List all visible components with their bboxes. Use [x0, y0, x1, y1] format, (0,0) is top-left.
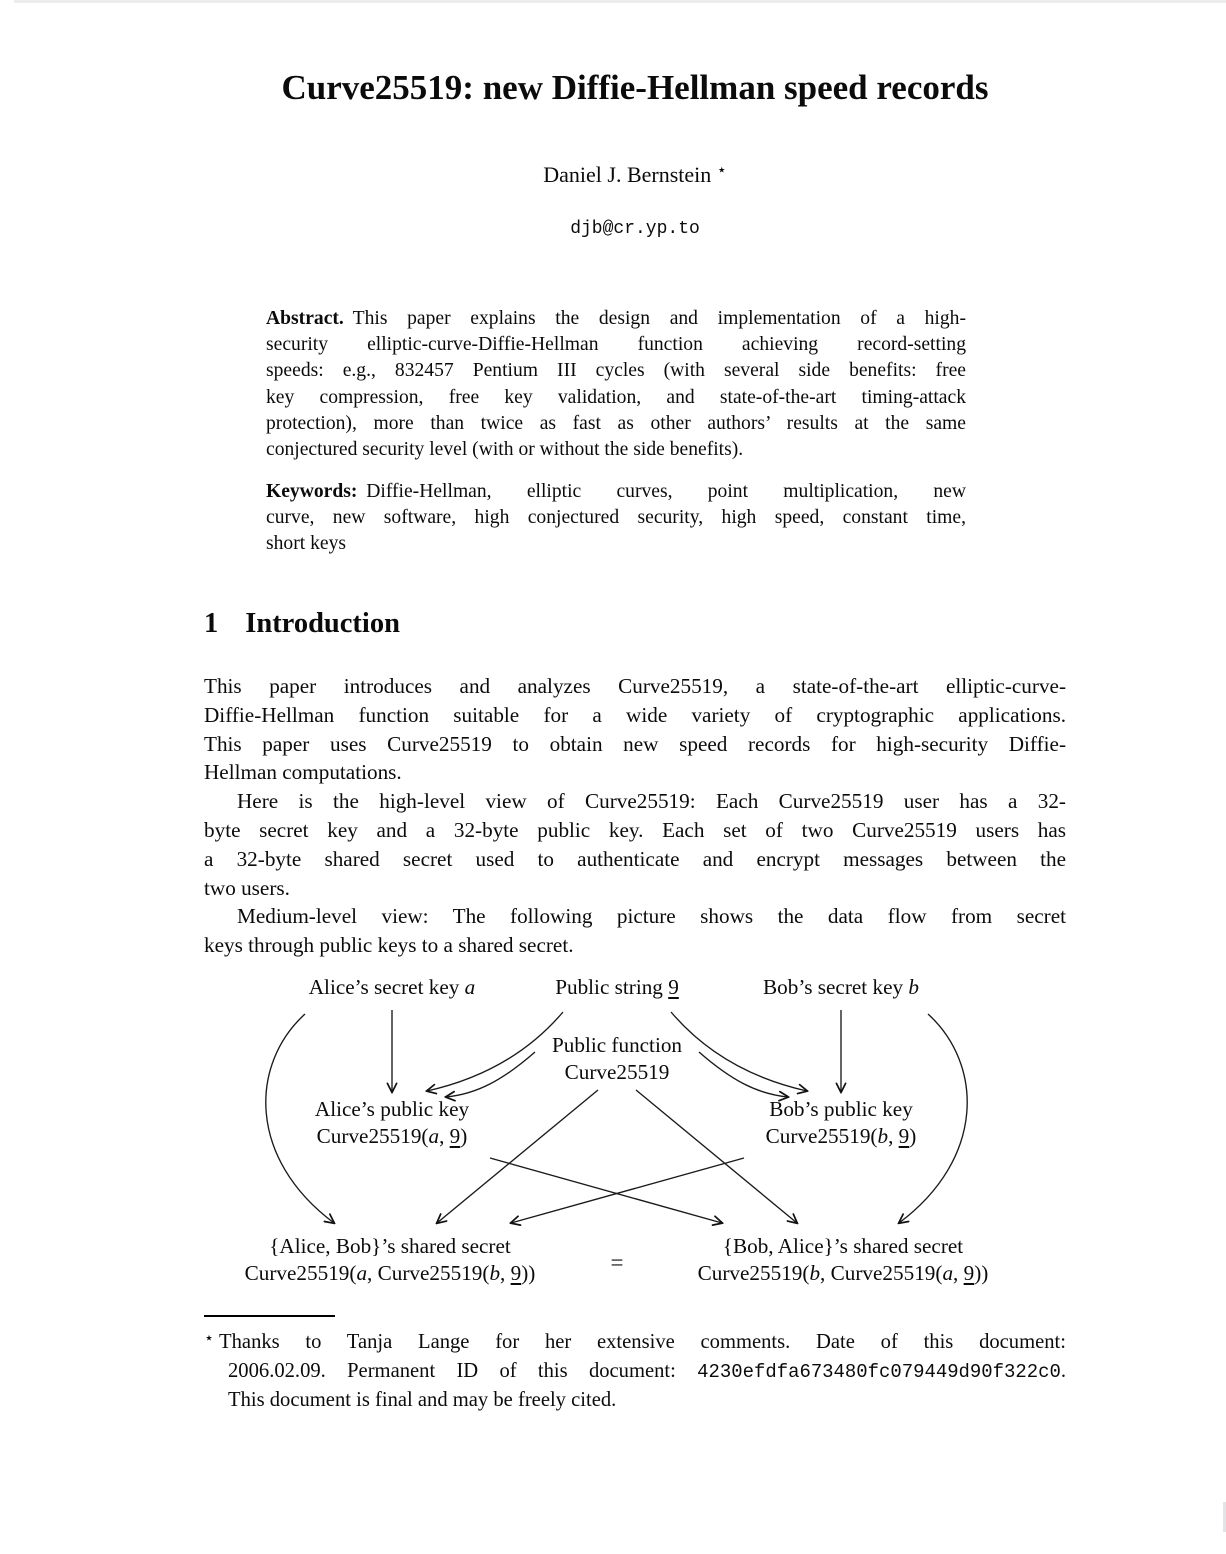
public-string — [555, 974, 679, 1001]
text-run: Diffie-Hellman, elliptic curves, point multiplication, new — [366, 481, 966, 502]
text-line — [266, 385, 966, 411]
text-run: security elliptic-curve-Diffie-Hellman function achieving record-setting — [266, 334, 966, 356]
edge-bob-public-to-shared-left — [511, 1158, 744, 1223]
text-run: {Alice, Bob}’s shared secret — [269, 1234, 511, 1258]
text-run: a 32-byte shared secret used to authenticate and encrypt messages between the — [204, 846, 1066, 871]
text-run: This document is final and may be freely cited. — [228, 1389, 617, 1412]
node-line — [552, 1059, 682, 1086]
node-line — [315, 1096, 469, 1123]
text-run: 9 — [963, 1261, 975, 1285]
keywords — [266, 479, 966, 558]
equals-sign: = — [610, 1250, 624, 1275]
text-line — [204, 1357, 1066, 1387]
text-line — [204, 902, 1066, 931]
author-thanks-mark: ⋆ — [716, 162, 727, 179]
text-run: Curve25519 — [564, 1060, 670, 1084]
text-run: , — [439, 1124, 450, 1148]
text-run: Public function — [551, 1033, 683, 1057]
node-line — [766, 1096, 917, 1123]
text-run: speeds: e.g., 832457 Pentium III cycles (with several side benefits: free — [266, 360, 966, 382]
footnote-rule — [204, 1315, 335, 1317]
text-run: a — [464, 975, 476, 999]
text-run: Abstract. — [266, 308, 344, 329]
node-line — [698, 1233, 989, 1260]
edge-function-to-alice-public — [446, 1052, 535, 1097]
text-run: 2006.02.09. Permanent ID of this document: — [228, 1359, 698, 1382]
text-line — [266, 411, 966, 437]
text-line — [266, 306, 966, 332]
public-function — [552, 1032, 682, 1086]
alice-public-key — [315, 1096, 469, 1150]
viewport-top-edge — [14, 0, 1226, 3]
text-line — [266, 332, 966, 358]
text-run: ⋆ — [204, 1330, 215, 1347]
text-run: Medium-level view: The following picture shows the data flow from secret — [237, 904, 1066, 929]
edge-public-string-to-alice-public — [427, 1012, 563, 1091]
text-run: a — [942, 1261, 954, 1285]
node-line — [315, 1123, 469, 1150]
section-heading — [204, 608, 400, 640]
text-run: This paper explains the design and implementation of a high- — [352, 308, 966, 329]
text-run: Thanks to Tanja Lange for her extensive comments. Date of this document: — [219, 1331, 1066, 1353]
text-run: 9 — [510, 1261, 522, 1285]
text-line — [266, 358, 966, 384]
text-line — [204, 1325, 1066, 1357]
text-run: , Curve25519( — [367, 1261, 490, 1285]
node-line — [763, 974, 919, 1001]
text-run: a — [356, 1261, 368, 1285]
text-run: protection), more than twice as fast as other authors’ results at the same — [266, 412, 966, 434]
text-line — [204, 845, 1066, 874]
node-line — [698, 1260, 989, 1287]
text-run: This paper uses Curve25519 to obtain new speed records for high-security Diffie- — [204, 731, 1066, 756]
text-run: conjectured security level (with or without the side benefits). — [266, 439, 744, 461]
text-run: Hellman computations. — [204, 760, 402, 785]
text-run: Curve25519( — [244, 1261, 357, 1285]
text-run: ) — [909, 1124, 917, 1148]
text-run: b — [489, 1261, 501, 1285]
node-line — [309, 974, 476, 1001]
text-run: )) — [974, 1261, 989, 1285]
text-line — [204, 787, 1066, 816]
text-line — [204, 931, 1066, 960]
text-run: byte secret key and a 32-byte public key. Each set of two Curve25519 users has — [204, 817, 1066, 842]
introduction-text — [204, 672, 1066, 960]
shared-secret-bob-alice — [698, 1233, 989, 1287]
text-run: b — [908, 975, 919, 999]
text-run: 9 — [898, 1124, 910, 1148]
author-name — [204, 160, 1066, 188]
text-line — [266, 531, 966, 557]
page-title: Curve25519: new Diffie-Hellman speed records — [281, 68, 989, 107]
edge-public-string-to-bob-public — [671, 1012, 807, 1091]
text-run: , — [888, 1124, 899, 1148]
text-run: key compression, free key validation, and state-of-the-art timing-attack — [266, 386, 966, 408]
text-run: curve, new software, high conjectured security, high speed, constant time, — [266, 507, 966, 529]
text-run: ) — [460, 1124, 468, 1148]
text-line — [204, 730, 1066, 759]
text-run: Bob’s secret key — [763, 975, 909, 999]
text-line — [204, 701, 1066, 730]
text-run: , Curve25519( — [820, 1261, 943, 1285]
section-title: Introduction — [245, 608, 400, 639]
text-run: )) — [521, 1261, 536, 1285]
text-run: This paper introduces and analyzes Curve25519, a state-of-the-art elliptic-curve- — [204, 674, 1066, 698]
text-run: Alice’s secret key — [308, 975, 465, 999]
shared-secret-alice-bob — [245, 1233, 536, 1287]
node-line — [555, 974, 679, 1001]
author-email: djb@cr.yp.to — [570, 219, 700, 239]
text-line — [204, 672, 1066, 701]
text-run: two users. — [204, 875, 290, 900]
edge-alice-public-to-shared-right — [490, 1158, 722, 1223]
text-line — [266, 479, 966, 505]
author-name-text: Daniel J. Bernstein — [543, 162, 712, 187]
node-line — [552, 1032, 682, 1059]
abstract — [266, 306, 966, 463]
text-run: Curve25519( — [765, 1124, 878, 1148]
text-run: Curve25519( — [697, 1261, 810, 1285]
text-line — [204, 816, 1066, 845]
text-run: Bob’s public key — [769, 1097, 913, 1121]
text-run: b — [877, 1124, 889, 1148]
text-run: , — [500, 1261, 511, 1285]
bob-public-key — [766, 1096, 917, 1150]
text-run: keys through public keys to a shared secret. — [204, 933, 574, 958]
text-run: Public string — [555, 975, 669, 999]
text-run: 4230efdfa673480fc079449d90f322c0 — [697, 1360, 1061, 1383]
footnote — [204, 1325, 1066, 1415]
text-line — [266, 505, 966, 531]
text-line — [204, 1386, 1066, 1415]
text-run: Alice’s public key — [314, 1097, 470, 1121]
node-line — [766, 1123, 917, 1150]
bob-secret-key — [763, 974, 919, 1001]
text-run: b — [809, 1261, 821, 1285]
alice-secret-key — [309, 974, 476, 1001]
text-run: , — [953, 1261, 964, 1285]
text-run: a — [428, 1124, 440, 1148]
text-run: 9 — [668, 975, 679, 999]
text-line — [266, 437, 966, 463]
node-line — [245, 1233, 536, 1260]
text-run: {Bob, Alice}’s shared secret — [722, 1234, 964, 1258]
text-line — [204, 758, 1066, 787]
text-line — [204, 874, 1066, 903]
text-run: Keywords: — [266, 481, 358, 502]
text-run: Here is the high-level view of Curve25519: Each Curve25519 user has a 32- — [237, 789, 1066, 814]
text-run: short keys — [266, 533, 347, 555]
text-run: . — [1060, 1359, 1066, 1382]
edge-function-to-bob-public — [699, 1052, 788, 1097]
text-run: Curve25519( — [316, 1124, 429, 1148]
section-number: 1 — [204, 608, 219, 639]
text-run: 9 — [449, 1124, 461, 1148]
text-run: Diffie-Hellman function suitable for a wide variety of cryptographic applications. — [204, 702, 1066, 727]
node-line — [245, 1260, 536, 1287]
